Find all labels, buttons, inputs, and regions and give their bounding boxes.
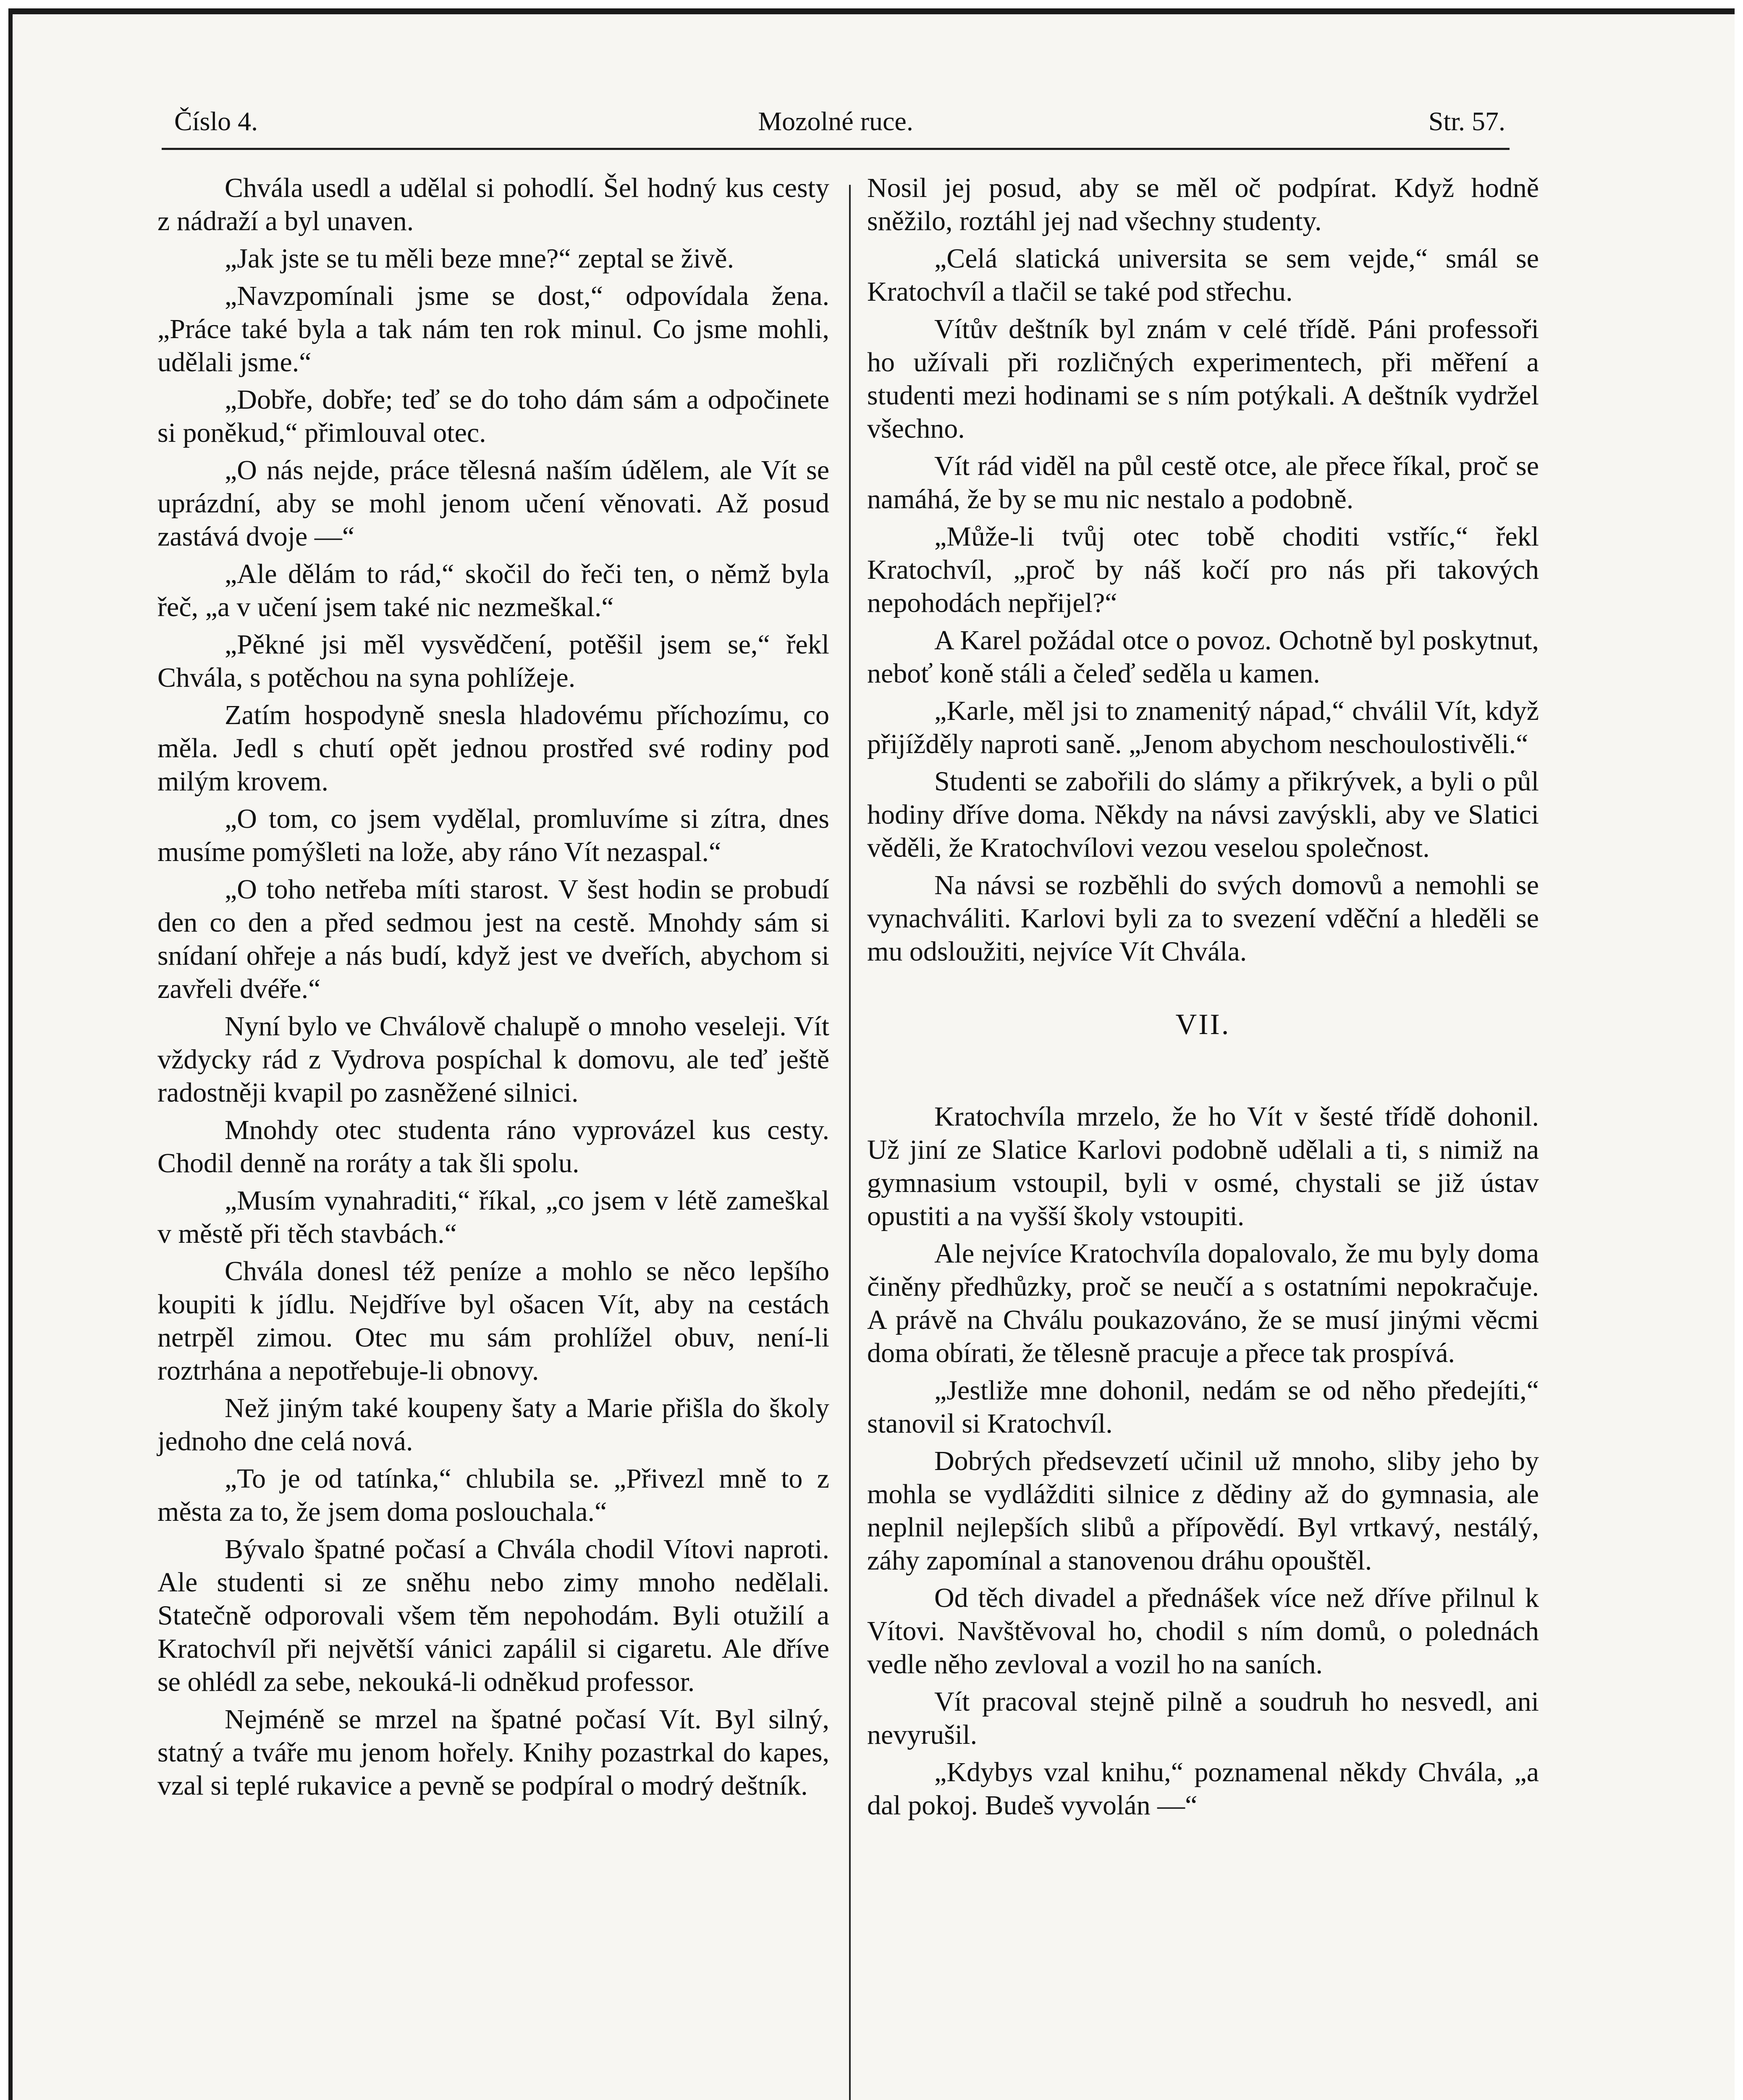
running-title: Mozolné ruce. [758,106,913,136]
section-heading: VII. [1175,1008,1231,1041]
paragraph: Zatím hospodyně snesla hladovému příchozímu, co měla. Jedl s chutí opět jednou prostřed své rodiny pod milým krovem. [157,700,829,797]
paragraph: „Kdybys vzal knihu,“ poznamenal někdy Chvála, „a dal pokoj. Budeš vyvolán —“ [867,1757,1539,1821]
paragraph: Vítův deštník byl znám v celé třídě. Páni professoři ho užívali při rozličných experimentech, při měření a studenti mezi hodinami se s ním potýkali. A deštník vydržel všechno. [867,314,1539,444]
paragraph: „To je od tatínka,“ chlubila se. „Přivezl mně to z města za to, že jsem doma poslouchala.“ [157,1463,829,1527]
paragraph: „O tom, co jsem vydělal, promluvíme si zítra, dnes musíme pomýšleti na lože, aby ráno Vít nezaspal.“ [157,803,829,867]
paragraph: Vít pracoval stejně pilně a soudruh ho nesvedl, ani nevyrušil. [867,1686,1539,1750]
right-column [867,171,1539,1826]
paragraph: Než jiným také koupeny šaty a Marie přišla do školy jednoho dne celá nová. [157,1393,829,1457]
paragraph: Vít rád viděl na půl cestě otce, ale přece říkal, proč se namáhá, že by se mu nic nestalo a podobně. [867,451,1539,514]
paragraph: „Karle, měl jsi to znamenitý nápad,“ chválil Vít, když přijížděly naproti saně. „Jenom abychom neschoulostivěli.“ [867,696,1539,759]
paragraph: „Jak jste se tu měli beze mne?“ zeptal se živě. [225,243,734,274]
paragraph: „O toho netřeba míti starost. V šest hodin se probudí den co den a před sedmou jest na cestě. Mnohdy sám si snídaní ohřeje a nás budí, když jest ve dveřích, abychom si zavřeli dvéře.“ [157,874,829,1004]
paragraph: Na návsi se rozběhli do svých domovů a nemohli se vynachváliti. Karlovi byli za to svezení vděční a hleděli se mu odsloužiti, nejvíce Vít Chvála. [867,870,1539,967]
paragraph: Kratochvíla mrzelo, že ho Vít v šesté třídě dohonil. Už jiní ze Slatice Karlovi podobně udělali a ti, s nimiž na gymnasium vstoupil, byli v osmé, chystali se již ústav opustiti a na vyšší školy vstoupiti. [867,1101,1539,1231]
issue-number: Číslo 4. [174,106,258,136]
paragraph: „Jestliže mne dohonil, nedám se od něho předejíti,“ stanovil si Kratochvíl. [867,1375,1539,1439]
paragraph: Studenti se zabořili do slámy a přikrývek, a byli o půl hodiny dříve doma. Někdy na návsi zavýskli, aby ve Slatici věděli, že Kratochvílovi vezou veselou společnost. [867,766,1539,863]
paragraph: „Ale dělám to rád,“ skočil do řeči ten, o němž byla řeč, „a v učení jsem také nic nezmeškal.“ [157,559,829,622]
paragraph: Dobrých předsevzetí učinil už mnoho, sliby jeho by mohla se vydlážditi silnice z dědiny až do gymnasia, ale neplnil nejlepších slibů a přípovědí. Byl vrtkavý, nestálý, záhy zapomínal a stanovenou dráhu opouštěl. [867,1446,1539,1576]
running-header [162,106,1510,152]
paragraph: Nejméně se mrzel na špatné počasí Vít. Byl silný, statný a tváře mu jenom hořely. Knihy pozastrkal do kapes, vzal si teplé rukavice a pevně se podpíral o modrý deštník. [157,1704,829,1801]
paragraph: „Může-li tvůj otec tobě choditi vstříc,“ řekl Kratochvíl, „proč by náš kočí pro nás při takových nepohodách nepřijel?“ [867,521,1539,618]
paragraph: Ale nejvíce Kratochvíla dopalovalo, že mu byly doma činěny předhůzky, proč se neučí a s ostatními nepokračuje. A právě na Chválu poukazováno, že se musí jinými věcmi doma obírati, že tělesně pracuje a přece tak prospívá. [867,1238,1539,1368]
paragraph: Od těch divadel a přednášek více než dříve přilnul k Vítovi. Navštěvoval ho, chodil s ním domů, o polednách vedle něho zevloval a vozil ho na saních. [867,1583,1539,1680]
paragraph: „Celá slatická universita se sem vejde,“ smál se Kratochvíl a tlačil se také pod střechu. [867,243,1539,307]
paragraph: „Navzpomínali jsme se dost,“ odpovídala žena. „Práce také byla a tak nám ten rok minul. Co jsme mohli, udělali jsme.“ [157,281,829,378]
paragraph: „O nás nejde, práce tělesná naším údělem, ale Vít se uprázdní, aby se mohl jenom učení věnovati. Až posud zastává dvoje —“ [157,455,829,552]
paragraph: „Pěkné jsi měl vysvědčení, potěšil jsem se,“ řekl Chvála, s potěchou na syna pohlížeje. [157,629,829,693]
paragraph: Bývalo špatné počasí a Chvála chodil Vítovi naproti. Ale studenti si ze sněhu nebo zimy mnoho nedělali. Statečně odporovali všem těm nepohodám. Byli otužilí a Kratochvíl při největší vánici zapálil si cigaretu. Ale dříve se ohlédl za sebe, nekouká-li odněkud professor. [157,1534,829,1697]
paragraph: „Dobře, dobře; teď se do toho dám sám a odpočinete si poněkud,“ přimlouval otec. [157,384,829,448]
paragraph: Mnohdy otec studenta ráno vyprovázel kus cesty. Chodil denně na roráty a tak šli spolu. [157,1115,829,1179]
paragraph: A Karel požádal otce o povoz. Ochotně byl poskytnut, neboť koně stáli a čeleď seděla u kamen. [867,625,1539,689]
paragraph: „Musím vynahraditi,“ říkal, „co jsem v létě zameškal v městě při těch stavbách.“ [157,1185,829,1249]
page-number: Str. 57. [1428,106,1505,136]
left-column [157,171,829,1806]
column-divider [849,185,851,2100]
header-rule [162,148,1510,150]
paragraph: Nyní bylo ve Chválově chalupě o mnoho veseleji. Vít vždycky rád z Vydrova pospíchal k domovu, ale teď ještě radostněji kvapil po zasněžené silnici. [157,1011,829,1108]
paragraph: Chvála donesl též peníze a mohlo se něco lepšího koupiti k jídlu. Nejdříve byl ošacen Vít, aby na cestách netrpěl zimou. Otec mu sám prohlížel obuv, není-li roztrhána a nepotřebuje-li obnovy. [157,1256,829,1386]
paragraph: Nosil jej posud, aby se měl oč podpírat. Když hodně sněžilo, roztáhl jej nad všechny studenty. [867,173,1539,236]
paragraph: Chvála usedl a udělal si pohodlí. Šel hodný kus cesty z nádraží a byl unaven. [157,173,829,236]
